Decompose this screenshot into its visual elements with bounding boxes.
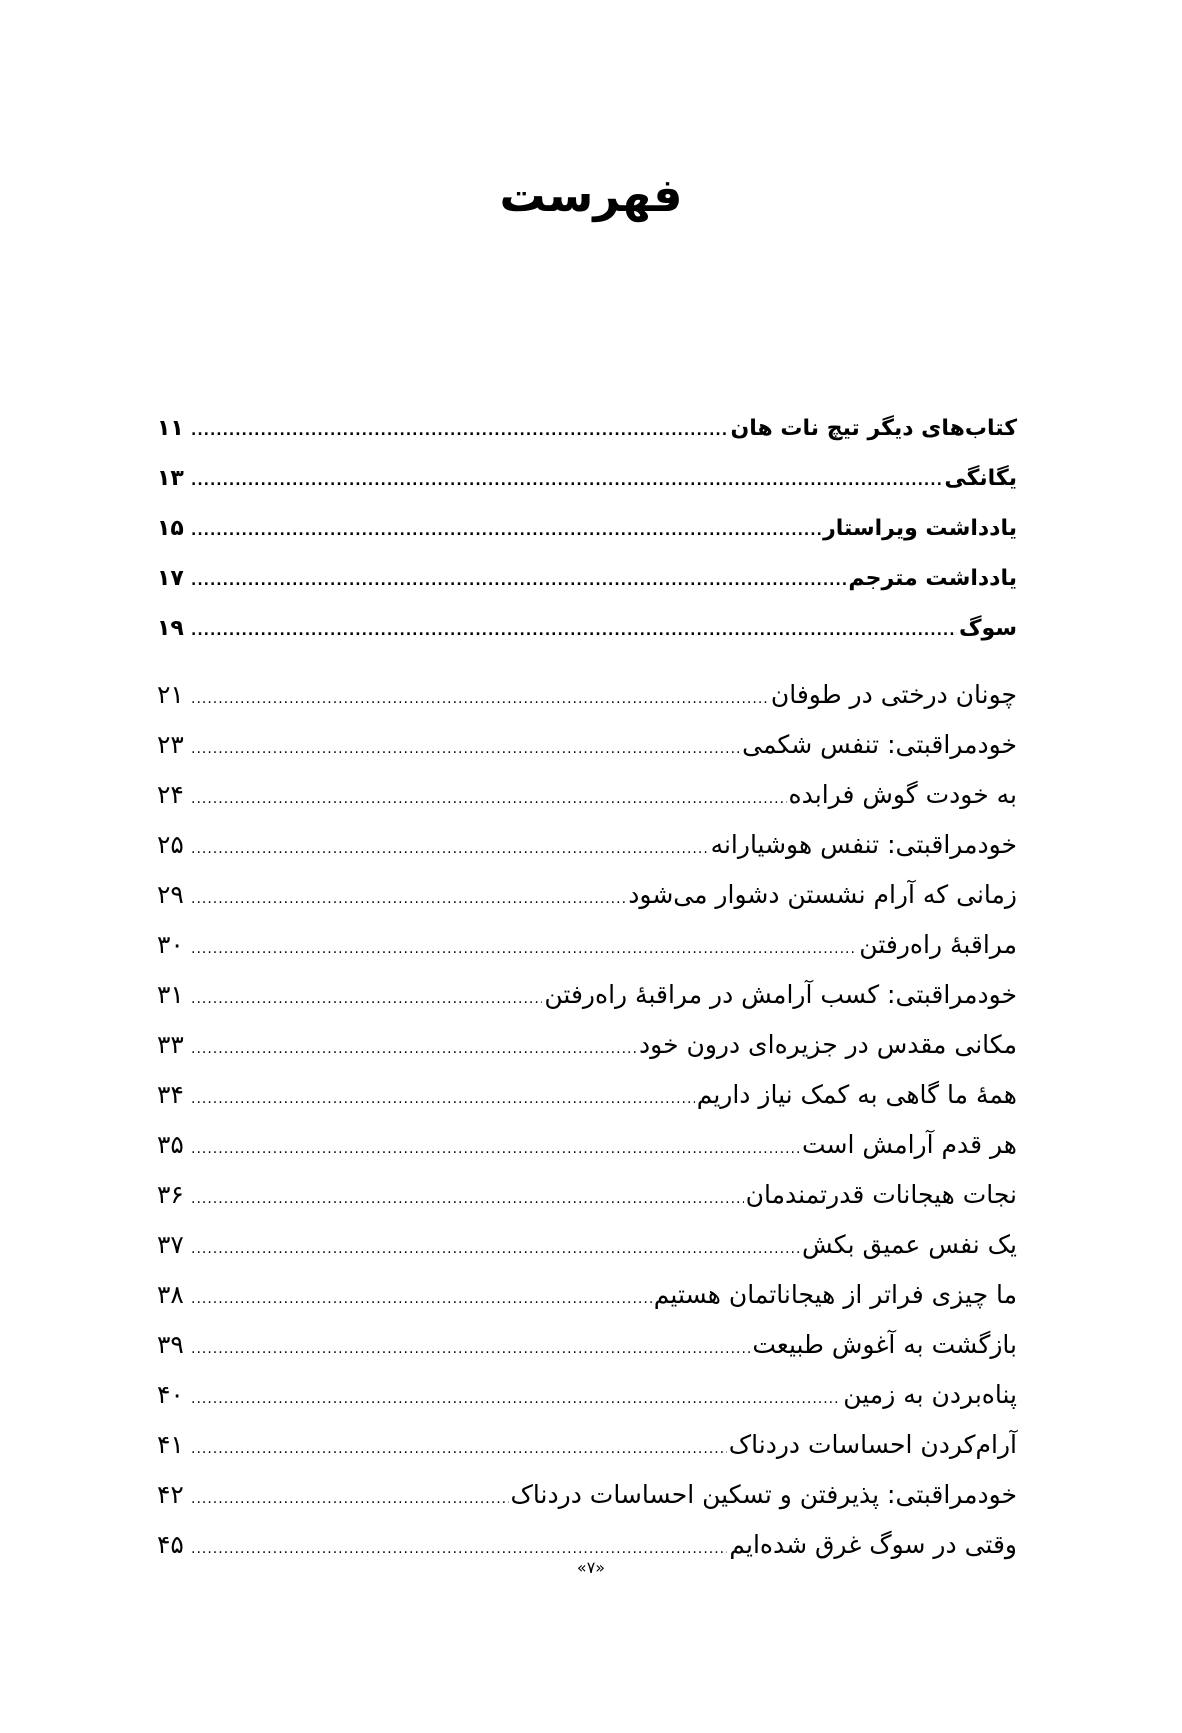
toc-leader-dots bbox=[191, 774, 787, 824]
page-title: فهرست bbox=[499, 168, 683, 222]
toc-leader-dots bbox=[191, 1224, 800, 1274]
toc-entry-page: ۱۹ bbox=[157, 616, 184, 641]
toc-entry[interactable] bbox=[157, 1270, 1017, 1320]
toc-entry[interactable] bbox=[157, 604, 1017, 654]
toc-entry[interactable] bbox=[157, 554, 1017, 604]
toc-entry[interactable] bbox=[157, 404, 1017, 454]
toc-entry-title: خودمراقبتی: تنفس هوشیارانه bbox=[710, 830, 1017, 859]
toc-entry-page: ۱۱ bbox=[157, 416, 184, 441]
toc-entry-title: ما چیزی فراتر از هیجاناتمان هستیم bbox=[653, 1280, 1017, 1309]
toc-entry-page: ۳۰ bbox=[157, 930, 184, 959]
toc-entry-page: ۱۵ bbox=[157, 516, 184, 541]
toc-entry[interactable] bbox=[157, 820, 1017, 870]
toc-entry-title: خودمراقبتی: پذیرفتن و تسکین احساسات دردناک bbox=[510, 1480, 1017, 1509]
toc-entry-page: ۳۷ bbox=[157, 1230, 184, 1259]
toc-leader-dots bbox=[191, 1024, 637, 1074]
toc-entry-page: ۲۴ bbox=[157, 780, 184, 809]
toc-entry[interactable] bbox=[157, 970, 1017, 1020]
footer-page-number: «۷» bbox=[576, 1558, 606, 1577]
toc-entry-page: ۴۲ bbox=[157, 1480, 184, 1509]
toc-entry-title: وقتی در سوگ غرق شده‌ایم bbox=[729, 1530, 1017, 1559]
toc-entry-page: ۳۵ bbox=[157, 1130, 184, 1159]
toc-entry[interactable] bbox=[157, 770, 1017, 820]
toc-entry[interactable] bbox=[157, 1320, 1017, 1370]
toc-entry-page: ۱۳ bbox=[157, 466, 184, 491]
toc-entry-page: ۳۳ bbox=[157, 1030, 184, 1059]
toc-leader-dots bbox=[191, 1324, 750, 1374]
toc-entry[interactable] bbox=[157, 920, 1017, 970]
toc-entry-title: آرام‌کردن احساسات دردناک bbox=[728, 1430, 1017, 1459]
toc-entry-page: ۳۱ bbox=[157, 980, 184, 1009]
toc-entry-title: نجات هیجانات قدرتمندمان bbox=[745, 1180, 1017, 1209]
toc-entry-page: ۳۹ bbox=[157, 1330, 184, 1359]
toc-entry-page: ۲۹ bbox=[157, 880, 184, 909]
toc-leader-dots bbox=[191, 1424, 727, 1474]
toc-leader-dots bbox=[191, 456, 942, 506]
toc-entry-title: هر قدم آرامش است bbox=[801, 1130, 1017, 1159]
toc-entry-page: ۲۱ bbox=[157, 680, 184, 709]
toc-entry[interactable] bbox=[157, 454, 1017, 504]
toc-leader-dots bbox=[191, 1124, 800, 1174]
toc-entry-title: بازگشت به آغوش طبیعت bbox=[752, 1330, 1017, 1359]
toc-entry-title: یگانگی bbox=[944, 466, 1017, 491]
toc-entry[interactable] bbox=[157, 1120, 1017, 1170]
toc-entry-page: ۳۴ bbox=[157, 1080, 184, 1109]
toc-entry-page: ۳۸ bbox=[157, 1280, 184, 1309]
toc-leader-dots bbox=[191, 556, 846, 606]
toc-entry-title: پناه‌بردن به زمین bbox=[843, 1380, 1017, 1409]
toc-entry[interactable] bbox=[157, 1420, 1017, 1470]
toc-front-group bbox=[157, 404, 1017, 654]
toc-entry-title: یک نفس عمیق بکش bbox=[801, 1230, 1017, 1259]
toc-entry-title: به خودت گوش فرابده bbox=[788, 780, 1017, 809]
toc-leader-dots bbox=[191, 1374, 841, 1424]
toc-leader-dots bbox=[191, 724, 740, 774]
toc-entry-page: ۲۵ bbox=[157, 830, 184, 859]
toc-entry[interactable] bbox=[157, 504, 1017, 554]
toc-leader-dots bbox=[191, 874, 626, 924]
toc-group-separator bbox=[157, 654, 1017, 670]
toc-leader-dots bbox=[191, 924, 857, 974]
toc-leader-dots bbox=[191, 1174, 744, 1224]
toc-leader-dots bbox=[191, 606, 957, 656]
toc-entry-page: ۲۳ bbox=[157, 730, 184, 759]
toc-entry-title: خودمراقبتی: تنفس شکمی bbox=[742, 730, 1017, 759]
toc-entry[interactable] bbox=[157, 670, 1017, 720]
toc-entry[interactable] bbox=[157, 1020, 1017, 1070]
toc-leader-dots bbox=[191, 824, 709, 874]
toc-leader-dots bbox=[191, 974, 542, 1024]
toc-entry-page: ۴۰ bbox=[157, 1380, 184, 1409]
toc-main-group bbox=[157, 670, 1017, 1570]
toc-entry-title: کتاب‌های دیگر تیچ نات هان bbox=[730, 416, 1017, 441]
toc-entry-title: چونان درختی در طوفان bbox=[770, 680, 1017, 709]
toc-entry-title: مکانی مقدس در جزیره‌ای درون خود bbox=[639, 1030, 1017, 1059]
toc-entry[interactable] bbox=[157, 1220, 1017, 1270]
toc-entry[interactable] bbox=[157, 1370, 1017, 1420]
toc-entry-title: همهٔ ما گاهی به کمک نیاز داریم bbox=[696, 1080, 1017, 1109]
toc-entry[interactable] bbox=[157, 720, 1017, 770]
toc-entry[interactable] bbox=[157, 1470, 1017, 1520]
toc-entry-title: مراقبهٔ راه‌رفتن bbox=[859, 930, 1017, 959]
toc-entry-title: سوگ bbox=[959, 616, 1017, 641]
toc-entry-page: ۴۱ bbox=[157, 1430, 184, 1459]
toc-entry[interactable] bbox=[157, 1070, 1017, 1120]
toc-entry-title: یادداشت مترجم bbox=[848, 566, 1017, 591]
toc-leader-dots bbox=[191, 1474, 509, 1524]
toc-entry-page: ۳۶ bbox=[157, 1180, 184, 1209]
toc-entry-page: ۱۷ bbox=[157, 566, 184, 591]
toc-leader-dots bbox=[191, 674, 769, 724]
toc-entry[interactable] bbox=[157, 870, 1017, 920]
toc-leader-dots bbox=[191, 506, 821, 556]
toc-entry-title: خودمراقبتی: کسب آرامش در مراقبهٔ راه‌رفتن bbox=[544, 980, 1017, 1009]
table-of-contents bbox=[157, 404, 1017, 1570]
toc-leader-dots bbox=[191, 406, 728, 456]
toc-entry-title: زمانی که آرام نشستن دشوار می‌شود bbox=[628, 880, 1017, 909]
toc-entry-title: یادداشت ویراستار bbox=[823, 516, 1017, 541]
toc-leader-dots bbox=[191, 1274, 652, 1324]
toc-leader-dots bbox=[191, 1074, 695, 1124]
toc-entry-page: ۴۵ bbox=[157, 1530, 184, 1559]
toc-entry[interactable] bbox=[157, 1170, 1017, 1220]
